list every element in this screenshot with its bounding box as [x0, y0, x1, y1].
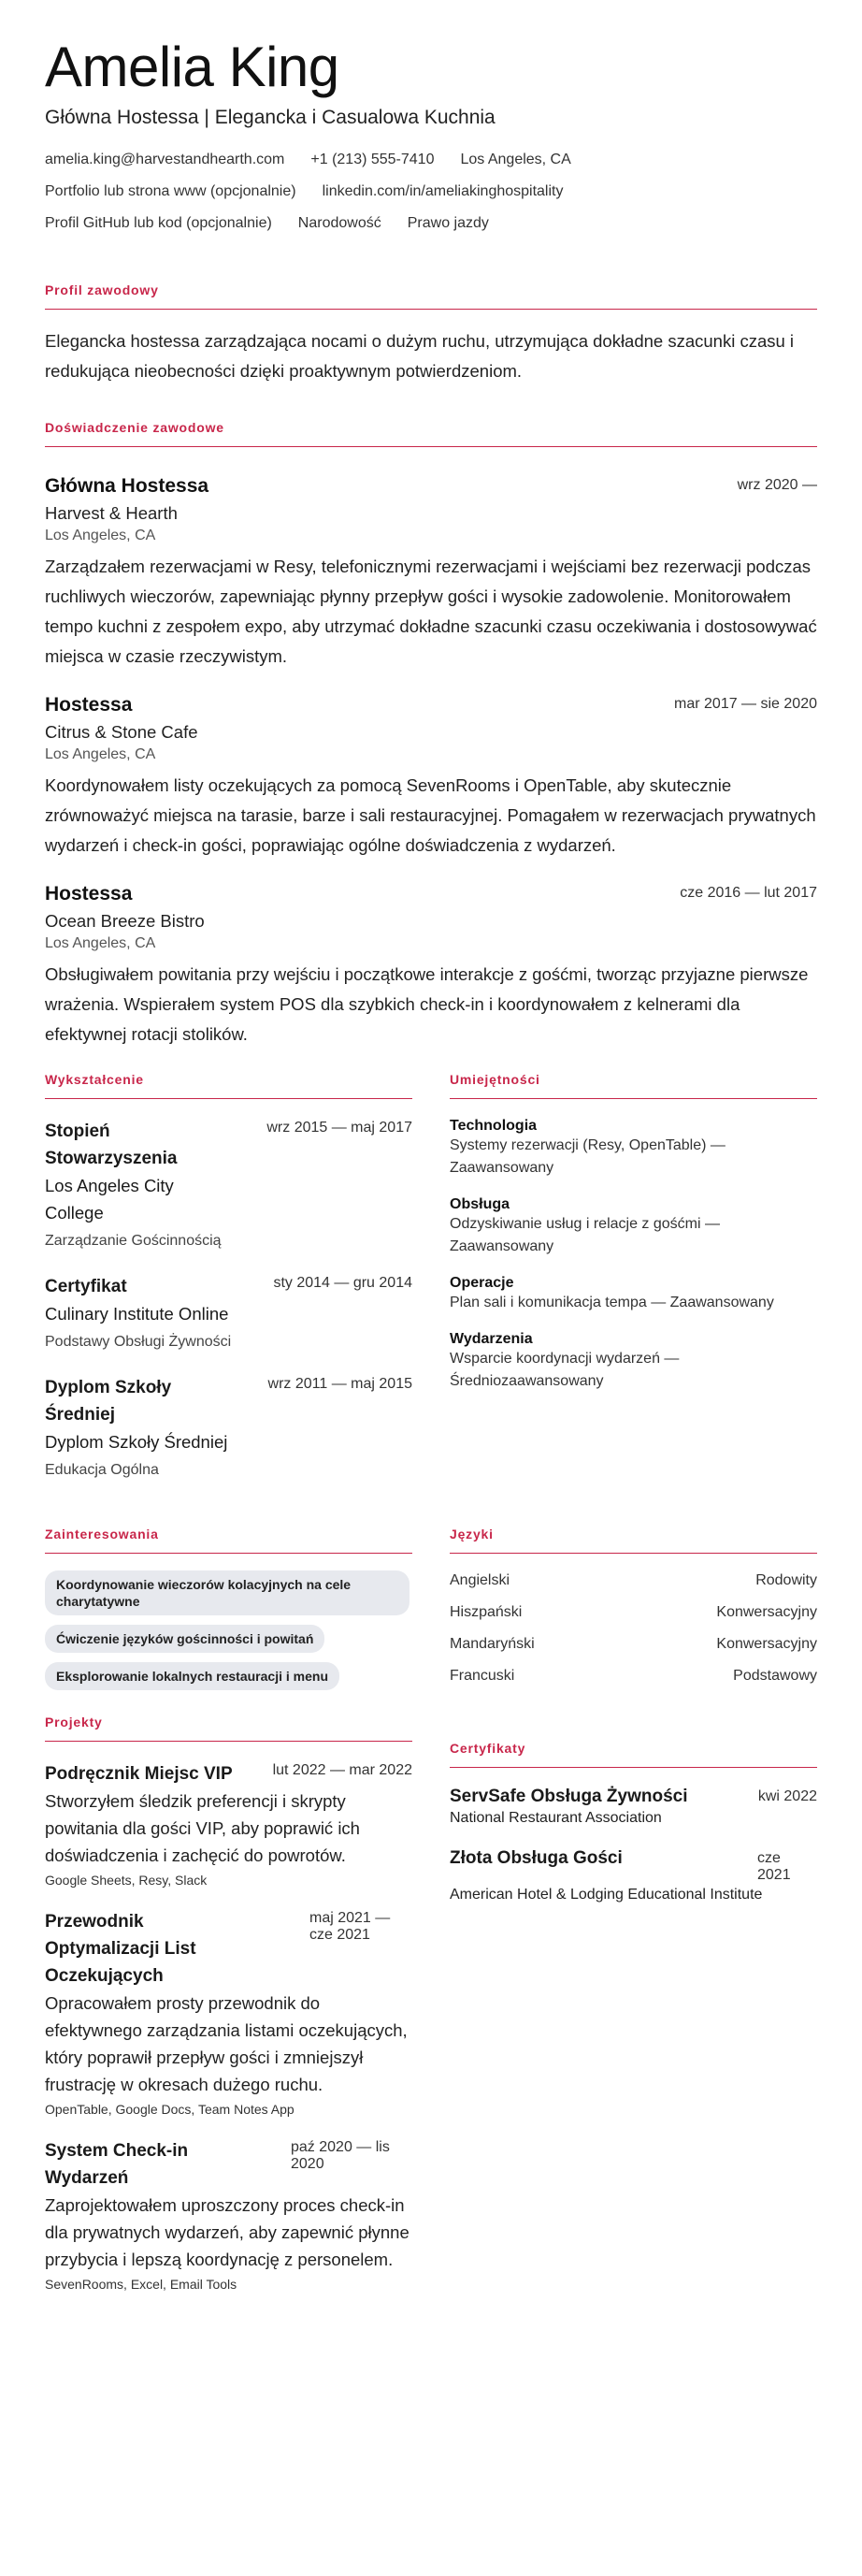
project-tech: Google Sheets, Resy, Slack	[45, 1873, 208, 1888]
language-row	[450, 1565, 817, 1597]
phone-link[interactable]: +1 (213) 555-7410	[310, 152, 435, 167]
project-name: Przewodnik Optymalizacji List Oczekujących	[45, 1912, 196, 1986]
interests-section	[45, 1527, 412, 1700]
certificate-header	[450, 1787, 817, 1807]
job-location: Los Angeles, CA	[45, 528, 156, 543]
certificate-issuer: National Restaurant Association	[450, 1810, 662, 1826]
education-header	[45, 1273, 412, 1300]
skill-details: Wsparcie koordynacji wydarzeń — Średniozaawansowany	[450, 1351, 680, 1389]
project-description: Stworzyłem śledzik preferencji i skrypty powitania dla gości VIP, aby poprawić ich doświadczenia i zachęcić do powrotów.	[45, 1791, 360, 1865]
skill-details: Systemy rezerwacji (Resy, OpenTable) — Zaawansowany	[450, 1137, 726, 1176]
section-title: Umiejętności	[450, 1072, 817, 1099]
education-entry	[45, 1118, 412, 1252]
contact-row-3	[45, 208, 817, 239]
job-header	[45, 694, 817, 716]
education-header	[45, 1118, 412, 1172]
skill-name: Obsługa	[450, 1196, 510, 1212]
project-description: Zaprojektowałem uproszczony proces check-in dla prywatnych wydarzeń, aby zapewnić płynne przybycia i lepszą koordynację z personelem.	[45, 2195, 409, 2269]
certificates-section	[450, 1715, 817, 2312]
language-row	[450, 1628, 817, 1660]
job-description: Obsługiwałem powitania przy wejściu i początkowe interakcje z gośćmi, tworząc przyjazne pierwsze wrażenia. Wspierałem system POS dla szybkich check-in i koordynowałem z kelnerami dla efektywnej rotacji stolików.	[45, 964, 809, 1044]
skill-group	[450, 1196, 817, 1258]
skill-details: Plan sali i komunikacja tempa — Zaawansowany	[450, 1295, 774, 1310]
contact-row-1	[45, 144, 817, 176]
skill-name: Technologia	[450, 1118, 538, 1134]
job-date: wrz 2020 —	[737, 477, 817, 493]
project-name: Podręcznik Miejsc VIP	[45, 1764, 233, 1784]
language-row	[450, 1597, 817, 1628]
education-section	[45, 1072, 412, 1502]
language-name: Hiszpański	[450, 1604, 523, 1620]
skill-name: Wydarzenia	[450, 1331, 533, 1347]
skill-name: Operacje	[450, 1275, 514, 1291]
job-company: Harvest & Hearth	[45, 503, 178, 523]
project-tech: SevenRooms, Excel, Email Tools	[45, 2277, 237, 2292]
education-school: Culinary Institute Online	[45, 1304, 229, 1324]
education-entry	[45, 1374, 412, 1482]
language-name: Francuski	[450, 1668, 515, 1684]
license-text: Prawo jazdy	[407, 215, 489, 231]
education-degree: Stopień Stowarzyszenia	[45, 1122, 178, 1168]
interest-tag: Koordynowanie wieczorów kolacyjnych na cele charytatywne	[45, 1570, 409, 1615]
education-degree: Dyplom Szkoły Średniej	[45, 1378, 172, 1425]
education-field: Zarządzanie Gościnnością	[45, 1233, 222, 1249]
portfolio-link[interactable]: Portfolio lub strona www (opcjonalnie)	[45, 183, 296, 199]
certificate-name: ServSafe Obsługa Żywności	[450, 1787, 688, 1806]
interests-languages-row	[45, 1527, 817, 1700]
section-title: Zainteresowania	[45, 1527, 412, 1554]
certificate-entry	[450, 1787, 817, 1830]
education-entry	[45, 1273, 412, 1353]
edu-skills-row	[45, 1072, 817, 1502]
education-field: Edukacja Ogólna	[45, 1462, 159, 1478]
project-date: maj 2021 — cze 2021	[309, 1910, 391, 1943]
education-field: Podstawy Obsługi Żywności	[45, 1334, 232, 1350]
job-date: cze 2016 — lut 2017	[680, 885, 817, 901]
certificate-header	[450, 1848, 817, 1884]
email-link[interactable]: amelia.king@harvestandhearth.com	[45, 152, 285, 167]
job-title: Hostessa	[45, 694, 133, 716]
project-header	[45, 1760, 412, 1787]
job-entry	[45, 475, 817, 672]
skill-details: Odzyskiwanie usług i relacje z gośćmi — Zaawansowany	[450, 1216, 720, 1254]
project-name: System Check-in Wydarzeń	[45, 2141, 189, 2188]
language-level: Konwersacyjny	[716, 1636, 817, 1652]
job-description: Zarządzałem rezerwacjami w Resy, telefonicznymi rezerwacjami i wejściami bez rezerwacji podczas ruchliwych wieczorów, zapewniając płynny przepływ gości i wysokie zadowolenie. Monitorowałem tempo kuchni z zespołem expo, aby utrzymać dokładne szacunki czasu oczekiwania i dostosowywać miejsca w czasie rzeczywistym.	[45, 557, 817, 666]
project-entry	[45, 2137, 412, 2292]
education-school: Dyplom Szkoły Średniej	[45, 1432, 228, 1452]
certificate-date: cze 2021	[757, 1850, 791, 1883]
interest-tag: Ćwiczenie języków gościnności i powitań	[45, 1625, 324, 1653]
skill-group	[450, 1331, 817, 1393]
projects-certificates-row	[45, 1715, 817, 2312]
github-link[interactable]: Profil GitHub lub kod (opcjonalnie)	[45, 215, 272, 231]
job-entry	[45, 694, 817, 861]
project-header	[45, 1908, 412, 1990]
language-name: Mandaryński	[450, 1636, 535, 1652]
languages-section	[450, 1527, 817, 1700]
interest-tag: Eksplorowanie lokalnych restauracji i menu	[45, 1662, 339, 1690]
education-header	[45, 1374, 412, 1428]
section-title: Projekty	[45, 1715, 412, 1742]
certificate-date: kwi 2022	[757, 1788, 817, 1804]
profile-summary: Elegancka hostessa zarządzająca nocami o dużym ruchu, utrzymująca dokładne szacunki czasu i redukująca nieobecności dzięki proaktywnym potwierdzeniom.	[45, 331, 795, 381]
skills-section	[450, 1072, 817, 1502]
experience-section	[45, 420, 817, 1049]
language-name: Angielski	[450, 1572, 510, 1588]
skill-group	[450, 1275, 817, 1314]
certificate-entry	[450, 1848, 817, 1906]
contact-block	[45, 144, 817, 239]
job-date: mar 2017 — sie 2020	[674, 696, 817, 712]
nationality-text: Narodowość	[297, 215, 381, 231]
contact-row-2	[45, 176, 817, 208]
education-degree: Certyfikat	[45, 1277, 127, 1296]
certificate-name: Złota Obsługa Gości	[450, 1848, 623, 1868]
job-title: Główna Hostessa	[45, 475, 209, 497]
project-tech: OpenTable, Google Docs, Team Notes App	[45, 2102, 295, 2117]
project-date: lut 2022 — mar 2022	[272, 1762, 412, 1778]
job-company: Citrus & Stone Cafe	[45, 722, 198, 742]
job-company: Ocean Breeze Bistro	[45, 911, 205, 931]
job-header	[45, 475, 817, 498]
interest-tags	[45, 1570, 412, 1700]
projects-section	[45, 1715, 412, 2312]
job-location: Los Angeles, CA	[45, 746, 156, 762]
skill-group	[450, 1118, 817, 1179]
linkedin-link[interactable]: linkedin.com/in/ameliakinghospitality	[322, 183, 564, 199]
language-level: Podstawowy	[733, 1668, 817, 1684]
project-header	[45, 2137, 412, 2192]
education-school: Los Angeles City College	[45, 1176, 174, 1223]
resume-header	[45, 37, 817, 239]
job-header	[45, 883, 817, 905]
education-date: sty 2014 — gru 2014	[273, 1275, 412, 1291]
language-row	[450, 1660, 817, 1692]
job-title: Hostessa	[45, 883, 133, 904]
job-entry	[45, 883, 817, 1049]
project-description: Opracowałem prosty przewodnik do efektywnego zarządzania listami oczekujących, który poprawił przepływ gości i zmniejszył frustrację w okresach dużego ruchu.	[45, 1993, 408, 2094]
language-level: Rodowity	[755, 1572, 817, 1588]
location-text: Los Angeles, CA	[460, 152, 571, 167]
profile-section	[45, 282, 817, 386]
project-entry	[45, 1908, 412, 2117]
certificate-issuer: American Hotel & Lodging Educational Institute	[450, 1887, 763, 1903]
job-description: Koordynowałem listy oczekujących za pomocą SevenRooms i OpenTable, aby skutecznie zrównoważyć miejsca na tarasie, barze i sali restauracyjnej. Pomagałem w rezerwacjach prywatnych wydarzeń i check-in gości, poprawiając ogólne doświadczenia z wydarzeń.	[45, 775, 816, 855]
section-title: Profil zawodowy	[45, 282, 817, 310]
project-entry	[45, 1760, 412, 1888]
candidate-headline: Główna Hostessa | Elegancka i Casualowa Kuchnia	[45, 107, 496, 128]
education-date: wrz 2011 — maj 2015	[267, 1376, 412, 1392]
section-title: Certyfikaty	[450, 1741, 817, 1768]
education-date: wrz 2015 — maj 2017	[266, 1120, 412, 1136]
candidate-name: Amelia King	[45, 36, 339, 98]
project-date: paź 2020 — lis 2020	[291, 2139, 390, 2172]
language-level: Konwersacyjny	[716, 1604, 817, 1620]
section-title: Wykształcenie	[45, 1072, 412, 1099]
section-title: Języki	[450, 1527, 817, 1554]
section-title: Doświadczenie zawodowe	[45, 420, 817, 447]
job-location: Los Angeles, CA	[45, 935, 156, 951]
